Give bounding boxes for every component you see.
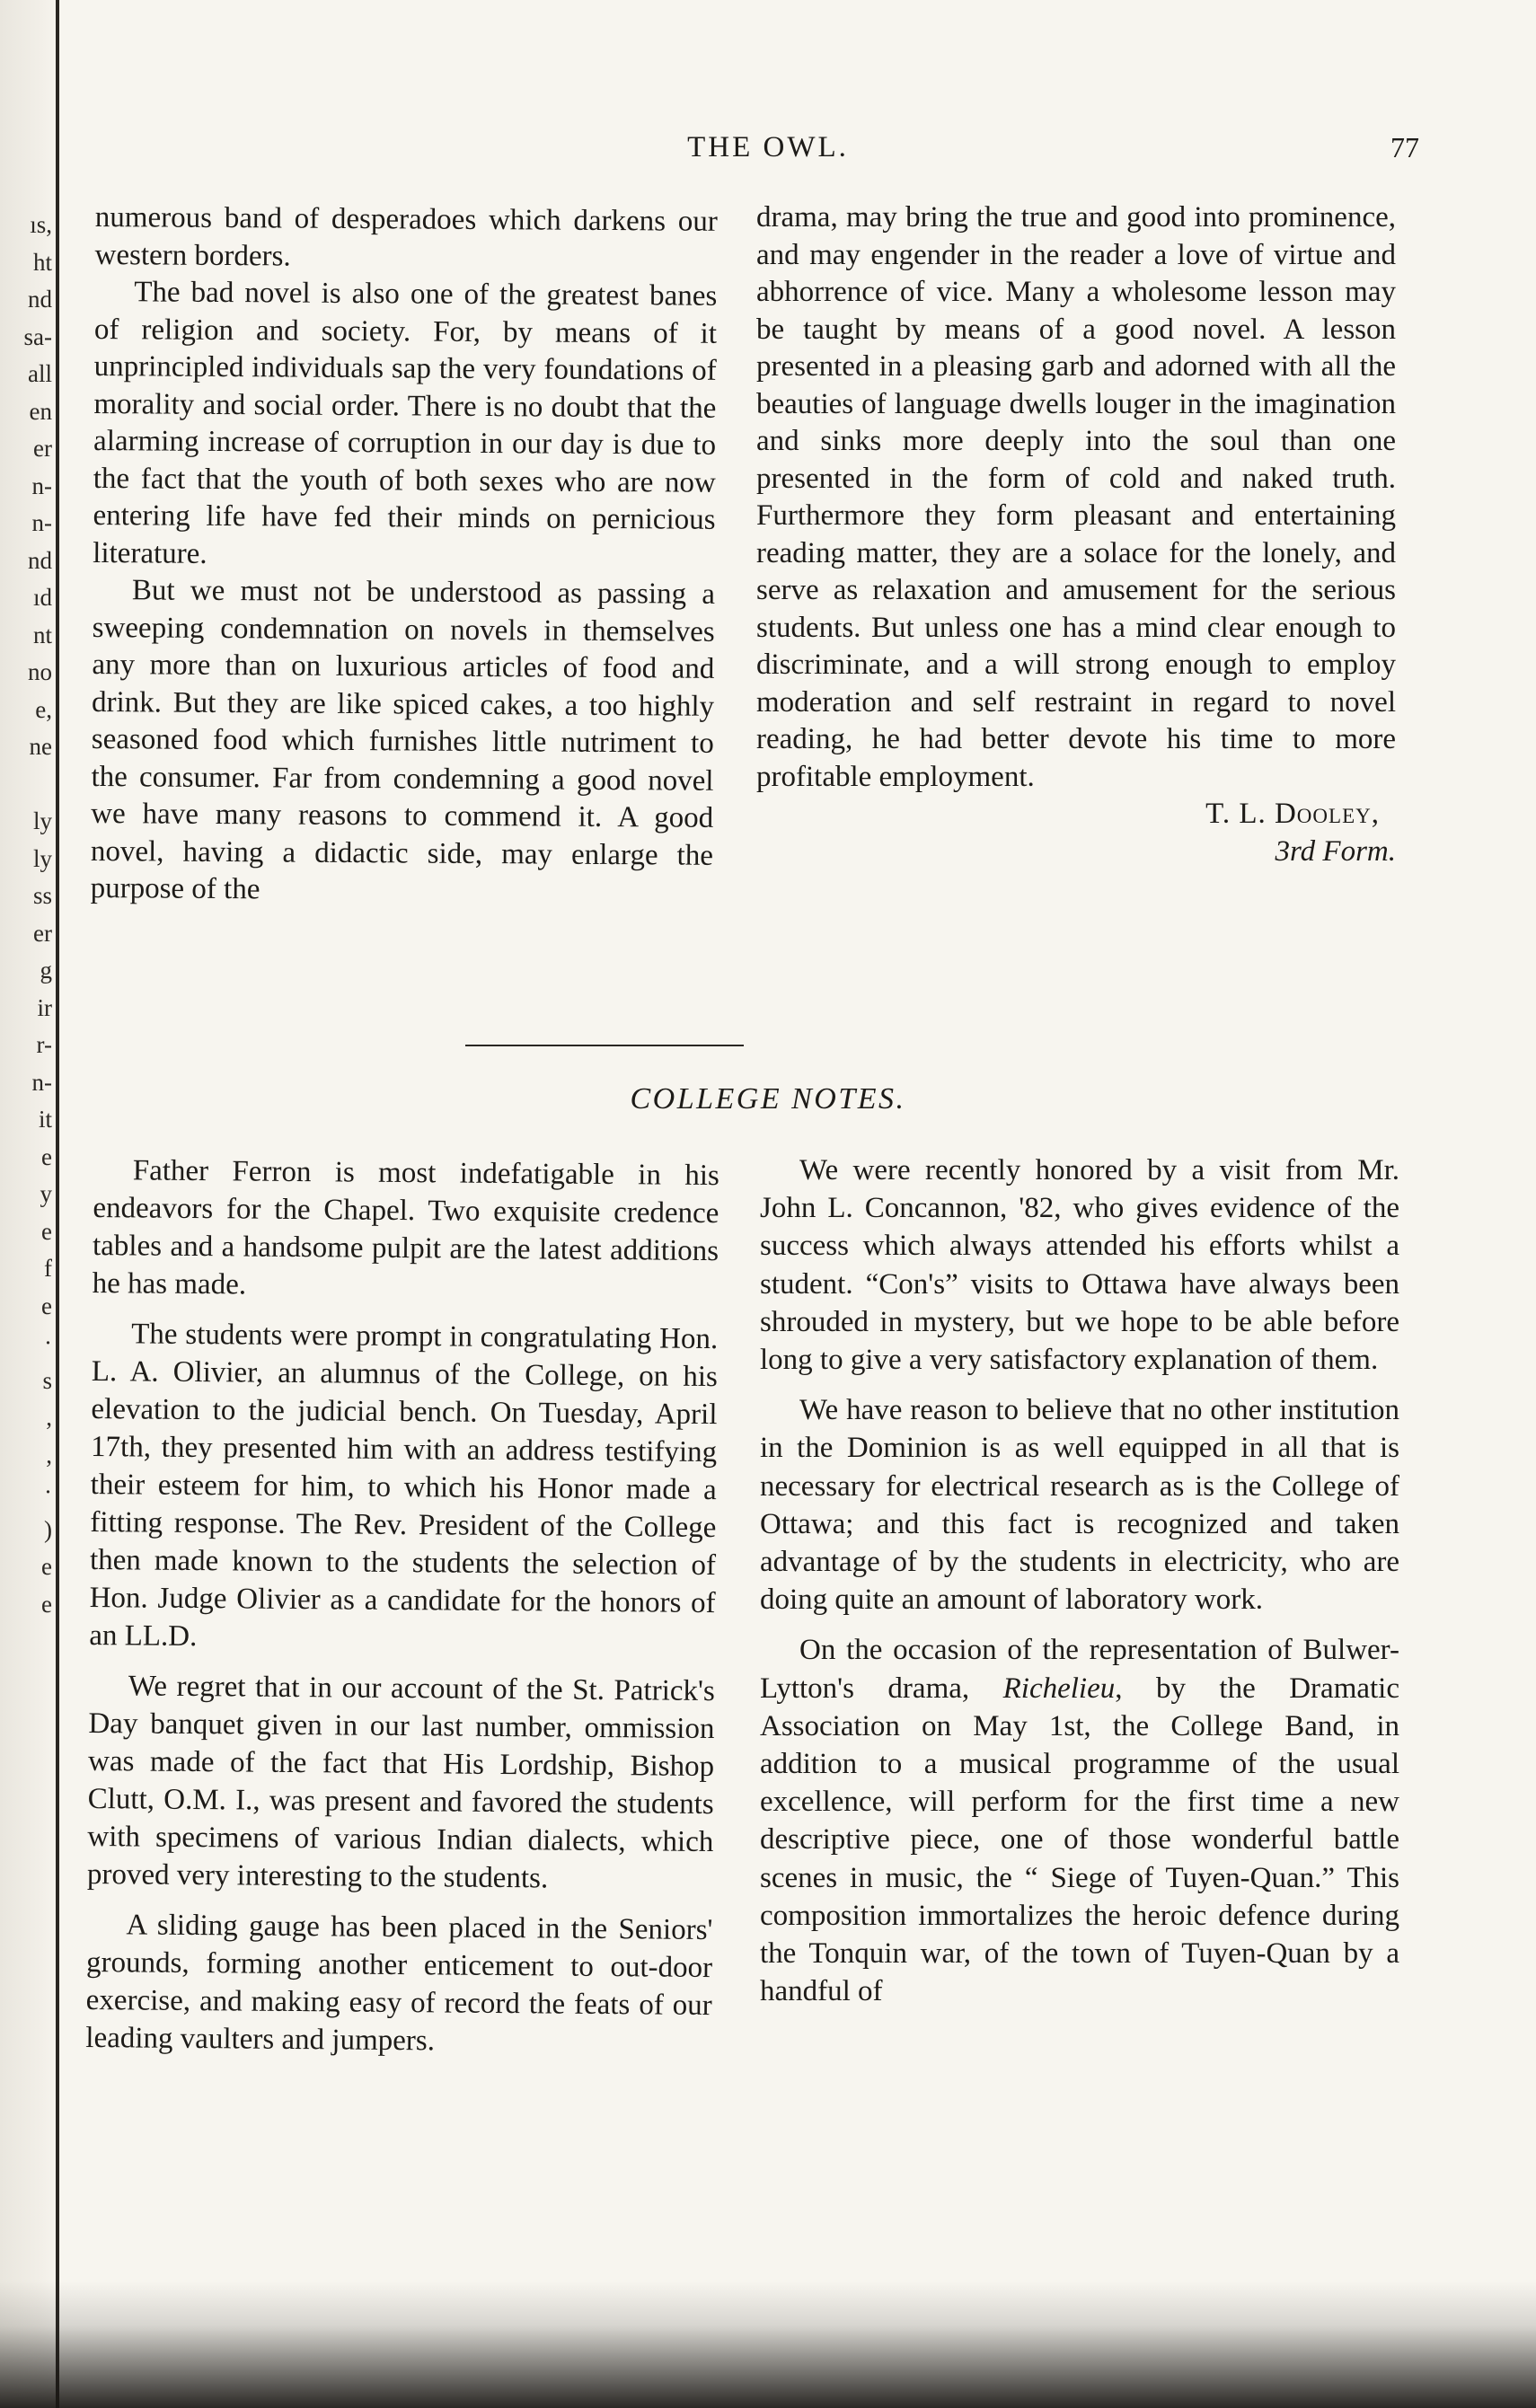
note-text: , by the Dramatic Association on May 1st, the College Band, in addition to a musical programme of the usual excellence, will perform for the first time a new descriptive piece, one of those wonderful battle scenes in music, the “ Siege of Tuyen-Quan.” This composition immortalizes the heroic defence during the Tonquin war, of the town of Tuyen-Quan by a handful of <box>760 1671 1399 2008</box>
edge-fragment: nd <box>28 286 52 313</box>
edge-fragment: e <box>41 1217 52 1245</box>
edge-fragment: e <box>41 1292 52 1319</box>
edge-fragment: er <box>33 435 52 462</box>
note-text: On the occasion of the representation of Bulwer-Lytton's drama, <box>760 1634 1399 1705</box>
edge-fragment <box>0 766 52 804</box>
section-divider <box>465 1045 744 1046</box>
note-paragraph: We regret that in our account of the St. Patrick's Day banquet given in our last number, ommission was made of the fact that His Lordship, Bishop Clutt, O.M. I., was present and favored the students with specimens of various Indian dialects, which proved very interesting to the students. <box>86 1670 715 1895</box>
gutter-rule <box>56 0 59 2408</box>
edge-fragment: y <box>40 1180 52 1207</box>
edge-fragment: , <box>46 1441 52 1469</box>
section-title: COLLEGE NOTES. <box>630 1082 906 1116</box>
edge-fragment: ir <box>37 993 52 1021</box>
running-head: THE OWL. <box>687 131 849 163</box>
author-form: 3rd Form. <box>1275 834 1396 868</box>
article-paragraph: The bad novel is also one of the greatest banes of religion and society. For, by means of it unprincipled individuals sap the very foundations of morality and social order. There is no doubt that the alarming increase of corruption in our day is due to the fact that the youth of both sexes who are now entering life have fed their minds on pernicious literature. <box>93 276 718 570</box>
note-paragraph: We have reason to believe that no other institution in the Dominion is as well equipped in all that is necessary for electrical research as is the College of Ottawa; and this fact is recognized and taken advantage of by the students in electricity, who are doing quite an amount of laboratory work. <box>760 1394 1399 1617</box>
edge-fragment: s <box>42 1366 52 1394</box>
edge-fragment: nd <box>28 546 52 574</box>
article-column-left <box>90 199 717 912</box>
note-paragraph: Father Ferron is most indefatigable in his endeavors for the Chapel. Two exquisite credence tables and a handsome pulpit are the latest additions he has made. <box>92 1154 719 1301</box>
play-title: Richelieu <box>1002 1671 1116 1705</box>
edge-fragment: ne <box>29 733 52 760</box>
notes-column-right <box>760 1151 1399 2010</box>
edge-fragment: no <box>28 658 52 685</box>
article-paragraph: drama, may bring the true and good into prominence, and may engender in the reader a love of virtue and abhorrence of vice. Many a wholesome lesson may be taught by means of a good novel. A lesson presented in a pleasing garb and adorned with all the beauties of language dwells louger in the imagination and sinks more deeply into the soul than one presented in the form of cold and naked truth. Furthermore they form pleasant and entertaining reading matter, they are a solace for the lonely, and serve as relaxation and amusement for the serious students. But unless one has a mind clear enough to discriminate, and a will strong enough to employ moderation and self restraint in regard to novel reading, he had better devote his time to more profitable employment. <box>756 201 1396 793</box>
edge-fragment: e <box>41 1590 52 1618</box>
edge-fragment: er <box>33 919 52 947</box>
notes-column-left <box>85 1151 719 2062</box>
page-edge-shadow <box>0 2281 1536 2408</box>
edge-fragment: · <box>44 1329 52 1356</box>
edge-fragment: all <box>28 360 52 387</box>
edge-fragment: ıd <box>32 584 52 611</box>
edge-fragment: r- <box>36 1031 52 1058</box>
edge-fragment: n- <box>31 1068 52 1096</box>
edge-fragment: en <box>29 397 52 425</box>
note-paragraph: We were recently honored by a visit from Mr. John L. Concannon, '82, who gives evidence of the success which always attended his efforts whilst a student. “Con's” visits to Ottawa have always been shrouded in mystery, but we hope to be able before long to give a very satisfactory explanation of them. <box>760 1154 1399 1377</box>
note-paragraph <box>760 1631 1399 2010</box>
page-number: 77 <box>1390 131 1419 163</box>
article-column-right <box>756 199 1396 870</box>
edge-fragment: , <box>46 1404 52 1431</box>
edge-fragment: ly <box>32 844 52 872</box>
edge-fragment: it <box>38 1106 52 1133</box>
edge-fragment: e, <box>35 695 52 723</box>
edge-fragment: n- <box>31 509 52 536</box>
edge-fragment: e <box>41 1553 52 1580</box>
edge-fragment: ht <box>32 248 52 276</box>
edge-fragment: e <box>41 1142 52 1170</box>
edge-fragment: n- <box>31 472 52 499</box>
edge-fragment: g <box>40 957 52 983</box>
edge-fragment: nt <box>32 621 52 648</box>
edge-fragment: ıs, <box>30 211 52 238</box>
edge-fragment: f <box>44 1255 52 1282</box>
facing-page-text-fragments <box>0 207 52 1623</box>
article-paragraph: But we must not be understood as passing a sweeping condemnation on novels in themselves any more than on luxurious articles of food and drink. But they are like spiced cakes, a too highly seasoned food which furnishes little nutriment to the consumer. Far from condemning a good novel we have many reasons to commend it. A good novel, having a didactic side, may enlarge the purpose of the <box>90 574 716 906</box>
article-paragraph: numerous band of desperadoes which darkens our western borders. <box>94 200 718 273</box>
edge-fragment: ) <box>44 1515 52 1543</box>
edge-fragment: ly <box>32 807 52 834</box>
article-signature <box>756 796 1396 870</box>
edge-fragment: ss <box>32 882 52 909</box>
edge-fragment: sa- <box>23 322 52 350</box>
author-name: T. L. Dooley, <box>1205 798 1380 830</box>
note-paragraph: The students were prompt in congratulating Hon. L. A. Olivier, an alumnus of the College, on his elevation to the judicial bench. On Tuesday, April 17th, they presented him with an address testifying their esteem for him, to which his Honor made a fitting response. The Rev. President of the College then made known to the students the selection of Hon. Judge Olivier as a candidate for the honors of an LL.D. <box>89 1318 719 1654</box>
note-paragraph: A sliding gauge has been placed in the Seniors' grounds, forming another enticement to out-door exercise, and making easy of record the feats of our leading vaulters and jumpers. <box>85 1909 713 2058</box>
edge-fragment: · <box>44 1478 52 1505</box>
